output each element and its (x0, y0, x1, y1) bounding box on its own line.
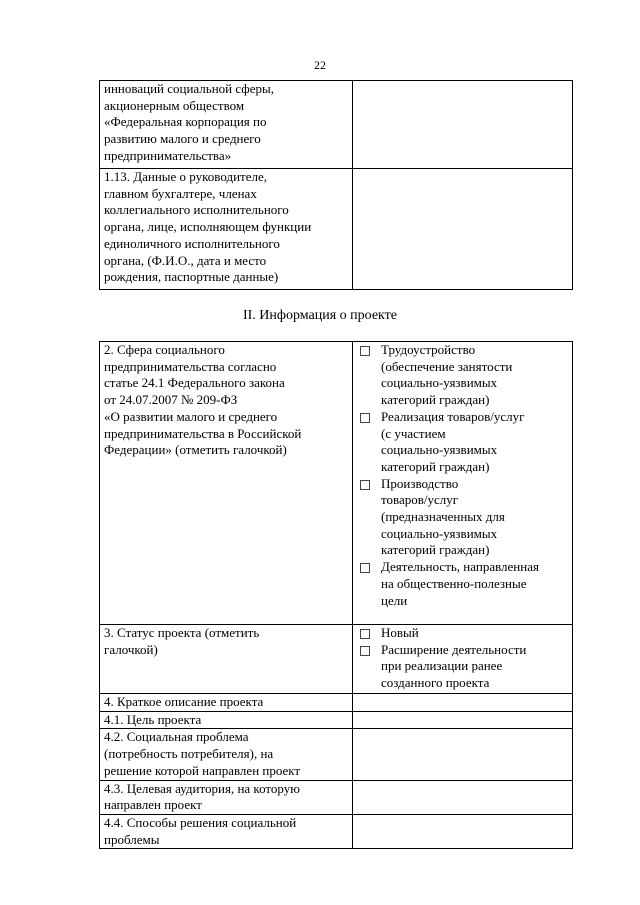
table-cell-label: 1.13. Данные о руководителе, главном бухгалтере, членах коллегиального исполнительного органа, лице, исполняющем функции единоличного исполнительного органа, (Ф.И.О., дата и место рождения, паспортные данные) (100, 169, 353, 290)
option-label: Расширение деятельности при реализации ранее созданного проекта (381, 641, 527, 691)
table-row (100, 729, 573, 780)
option-public-benefit[interactable] (357, 559, 568, 609)
option-new[interactable] (357, 625, 568, 642)
table-cell-label: инноваций социальной сферы, акционерным обществом «Федеральная корпорация по развитию малого и среднего предпринимательства» (100, 81, 353, 169)
row-4-label: 4. Краткое описание проекта (100, 694, 353, 712)
table-cell-value[interactable] (353, 729, 573, 780)
option-label: Деятельность, направленная на общественно-полезные цели (381, 559, 539, 608)
option-label: Реализация товаров/услуг (с участием социально-уязвимых категорий граждан) (381, 408, 525, 474)
table-cell-value[interactable] (353, 814, 573, 848)
table-cell-value[interactable] (353, 780, 573, 814)
table-row (100, 780, 573, 814)
table-row-sphere (100, 342, 573, 625)
checkbox-icon[interactable] (360, 563, 370, 573)
status-options (353, 625, 573, 694)
table-cell-value[interactable] (353, 711, 573, 729)
row-4-3-label: 4.3. Целевая аудитория, на которую направлен проект (100, 780, 353, 814)
checkbox-icon[interactable] (360, 346, 370, 356)
table-cell-value[interactable] (353, 694, 573, 712)
applicant-info-table (99, 80, 573, 290)
table-row (100, 711, 573, 729)
project-info-table (99, 341, 573, 849)
row-4-2-label: 4.2. Социальная проблема (потребность потребителя), на решение которой направлен проект (100, 729, 353, 780)
checkbox-icon[interactable] (360, 413, 370, 423)
table-cell-value[interactable] (353, 81, 573, 169)
checkbox-icon[interactable] (360, 480, 370, 490)
section-title: II. Информация о проекте (242, 308, 397, 323)
option-label: Производство товаров/услуг (предназначенных для социально-уязвимых категорий граждан) (381, 475, 505, 558)
option-production[interactable] (357, 476, 568, 560)
option-sales[interactable] (357, 409, 568, 476)
table-row-status (100, 625, 573, 694)
row-4-4-label: 4.4. Способы решения социальной проблемы (100, 814, 353, 848)
page-number: 22 (314, 58, 326, 72)
checkbox-icon[interactable] (360, 629, 370, 639)
table-row (100, 169, 573, 290)
sphere-label: 2. Сфера социального предпринимательства согласно статье 24.1 Федерального закона от 24.07.2007 № 209-ФЗ «О развитии малого и среднего предпринимательства в Российской Федерации» (отметить галочкой) (100, 342, 353, 625)
option-label: Новый (381, 625, 419, 640)
option-label: Трудоустройство (обеспечение занятости социально-уязвимых категорий граждан) (381, 342, 513, 408)
table-row (100, 694, 573, 712)
status-label: 3. Статус проекта (отметить галочкой) (100, 625, 353, 694)
row-4-1-label: 4.1. Цель проекта (100, 711, 353, 729)
table-row (100, 81, 573, 169)
sphere-options (353, 342, 573, 625)
table-cell-value[interactable] (353, 169, 573, 290)
option-expansion[interactable] (357, 642, 568, 692)
checkbox-icon[interactable] (360, 646, 370, 656)
table-row (100, 814, 573, 848)
option-employment[interactable] (357, 342, 568, 409)
